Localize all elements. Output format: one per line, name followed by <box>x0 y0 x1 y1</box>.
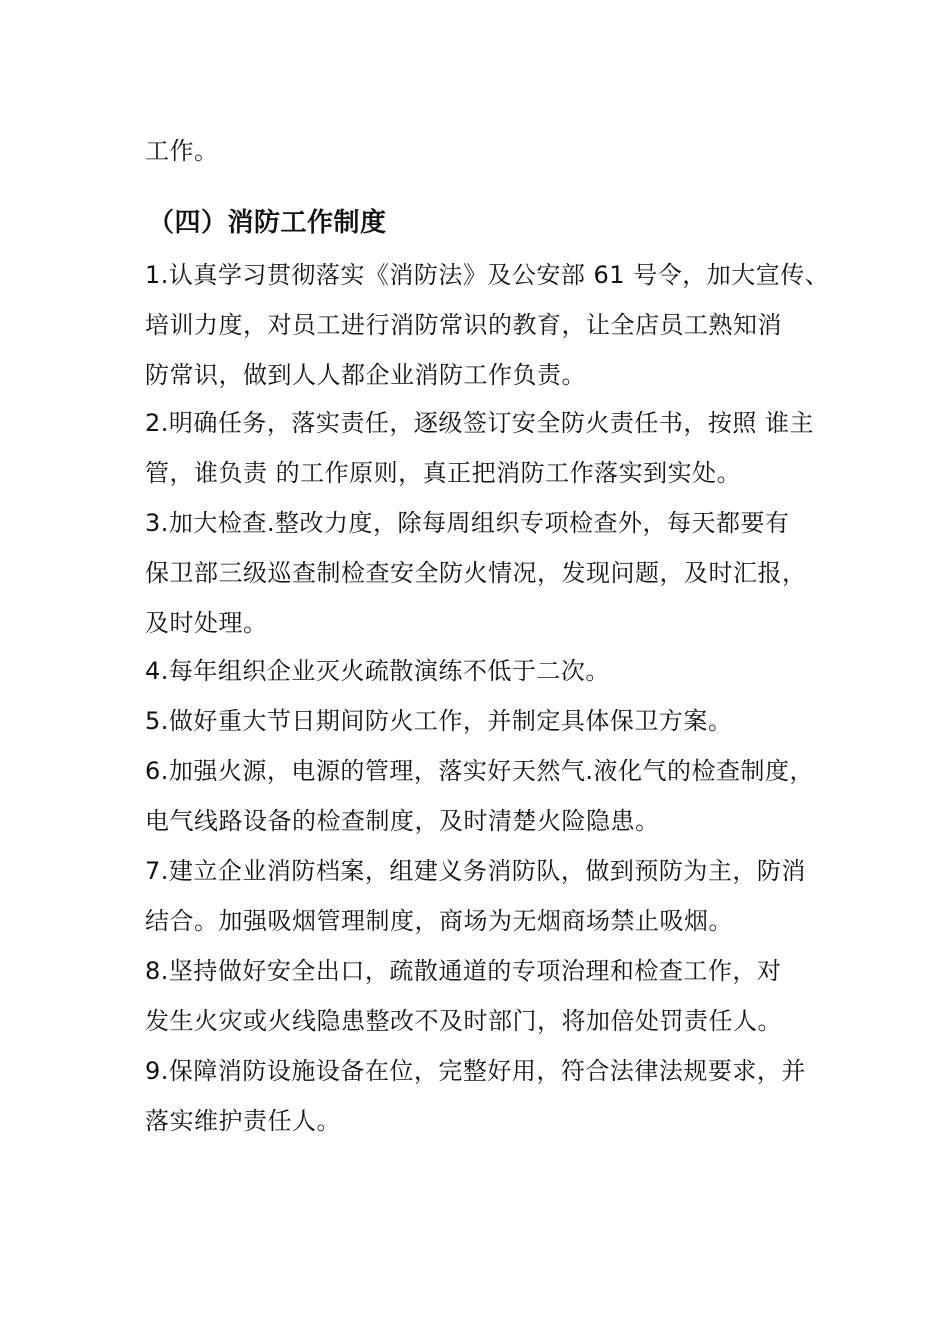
item-7-line-2: 结合。加强吸烟管理制度，商场为无烟商场禁止吸烟。 <box>145 907 733 935</box>
item-6-line-1: 6.加强火源，电源的管理，落实好天然气.液化气的检查制度， <box>145 757 815 785</box>
item-8-line-1: 8.坚持做好安全出口，疏散通道的专项治理和检查工作，对 <box>145 957 782 985</box>
item-5-line-1: 5.做好重大节日期间防火工作，并制定具体保卫方案。 <box>145 707 733 735</box>
item-1-line-3: 防常识，做到人人都企业消防工作负责。 <box>145 361 586 389</box>
item-3-line-2: 保卫部三级巡查制检查安全防火情况，发现问题，及时汇报， <box>145 559 807 587</box>
item-3-line-1: 3.加大检查.整改力度，除每周组织专项检查外，每天都要有 <box>145 509 790 537</box>
continuation-text: 工作。 <box>145 137 219 165</box>
item-2-line-1: 2.明确任务，落实责任，逐级签订安全防火责任书，按照 谁主 <box>145 409 815 437</box>
item-8-line-2: 发生火灾或火线隐患整改不及时部门，将加倍处罚责任人。 <box>145 1007 782 1035</box>
section-heading: （四）消防工作制度 <box>148 208 387 238</box>
item-1-line-2: 培训力度，对员工进行消防常识的教育，让全店员工熟知消 <box>145 311 782 339</box>
item-6-line-2: 电气线路设备的检查制度，及时清楚火险隐患。 <box>145 807 660 835</box>
item-3-line-3: 及时处理。 <box>145 609 268 637</box>
item-1-line-1: 1.认真学习贯彻落实《消防法》及公安部 61 号令，加大宣传、 <box>145 261 830 289</box>
item-7-line-1: 7.建立企业消防档案，组建义务消防队，做到预防为主，防消 <box>145 857 806 885</box>
item-9-line-2: 落实维护责任人。 <box>145 1107 341 1135</box>
item-9-line-1: 9.保障消防设施设备在位，完整好用，符合法律法规要求，并 <box>145 1057 806 1085</box>
item-2-line-2: 管，谁负责 的工作原则，真正把消防工作落实到实处。 <box>145 459 742 487</box>
item-4-line-1: 4.每年组织企业灭火疏散演练不低于二次。 <box>145 657 610 685</box>
